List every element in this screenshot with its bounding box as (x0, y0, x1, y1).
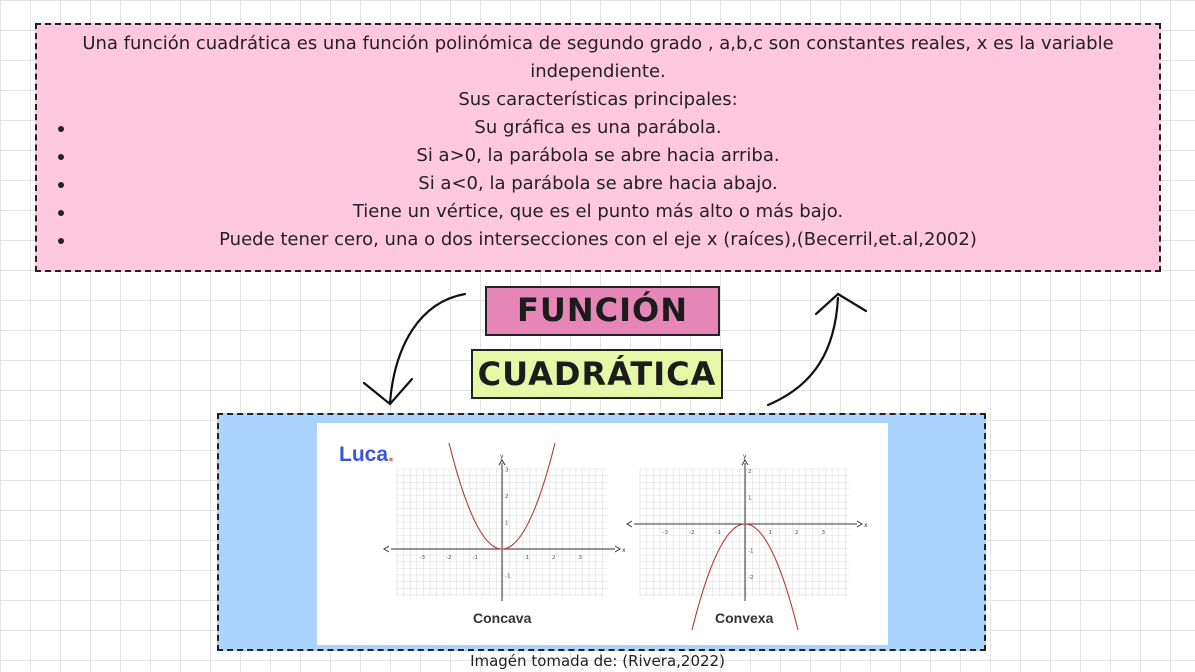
definition-paragraph: Una función cuadrática es una función polinómica de segundo grado , a,b,c son constantes reales, x es la variable independiente. (82, 33, 1114, 82)
x-axis-arrow (857, 521, 862, 527)
x-tick-label: -2 (446, 555, 452, 561)
caption-convexa: Convexa (715, 610, 774, 626)
y-tick-label: -1 (505, 573, 511, 580)
y-tick-label: 2 (748, 469, 752, 475)
figure-box (217, 413, 986, 651)
list-item: Tiene un vértice, que es el punto más alto o más bajo. (37, 198, 1159, 226)
x-tick-label: 2 (552, 555, 556, 561)
x-tick-label: 2 (795, 530, 799, 536)
title-funcion: FUNCIÓN (485, 286, 720, 336)
figure-card (317, 423, 888, 645)
graph-concave (395, 453, 635, 607)
list-item: Si a<0, la parábola se abre hacia abajo. (37, 170, 1159, 198)
arrow-up-right-head (816, 294, 866, 314)
luca-logo: Luca. (339, 443, 394, 466)
x-tick-label: -3 (419, 555, 425, 561)
x-tick-label: 3 (821, 530, 825, 536)
x-tick-label: 3 (578, 555, 582, 561)
y-tick-label: 1 (505, 520, 509, 527)
list-item: Si a>0, la parábola se abre hacia arriba. (37, 142, 1159, 170)
axis-x-label: x (622, 547, 626, 554)
arrow-down-left (390, 294, 465, 402)
graph-convex (637, 453, 868, 607)
x-tick-label: 1 (768, 530, 772, 536)
y-tick-label: -2 (748, 575, 754, 581)
x-axis-arrow (615, 546, 620, 552)
x-tick-label: 1 (525, 555, 529, 561)
y-tick-label: 2 (505, 494, 509, 500)
arrow-down-left-head (364, 379, 412, 404)
arrow-up-right (768, 298, 838, 405)
axis-x-label: x (864, 522, 868, 529)
y-tick-label: 1 (748, 495, 752, 502)
y-tick-label: 3 (505, 467, 509, 474)
x-tick-label: -1 (715, 530, 721, 536)
list-item: Puede tener cero, una o dos intersecciones con el eje x (raíces),(Becerril,et.al,2002) (37, 226, 1159, 254)
title-cuadratica: CUADRÁTICA (471, 349, 723, 399)
x-tick-label: -3 (662, 530, 668, 536)
x-axis-arrow-left (384, 546, 389, 552)
image-source: Imagén tomada de: (Rivera,2022) (470, 652, 725, 670)
axis-y-label: y (500, 453, 504, 460)
x-tick-label: -1 (472, 555, 478, 561)
x-tick-label: -2 (689, 530, 695, 536)
caption-concava: Concava (473, 610, 532, 626)
characteristics-subtitle: Sus características principales: (458, 89, 738, 110)
axis-y-label: y (743, 453, 747, 460)
list-item: Su gráfica es una parábola. (37, 114, 1159, 142)
y-tick-label: -1 (748, 548, 754, 555)
